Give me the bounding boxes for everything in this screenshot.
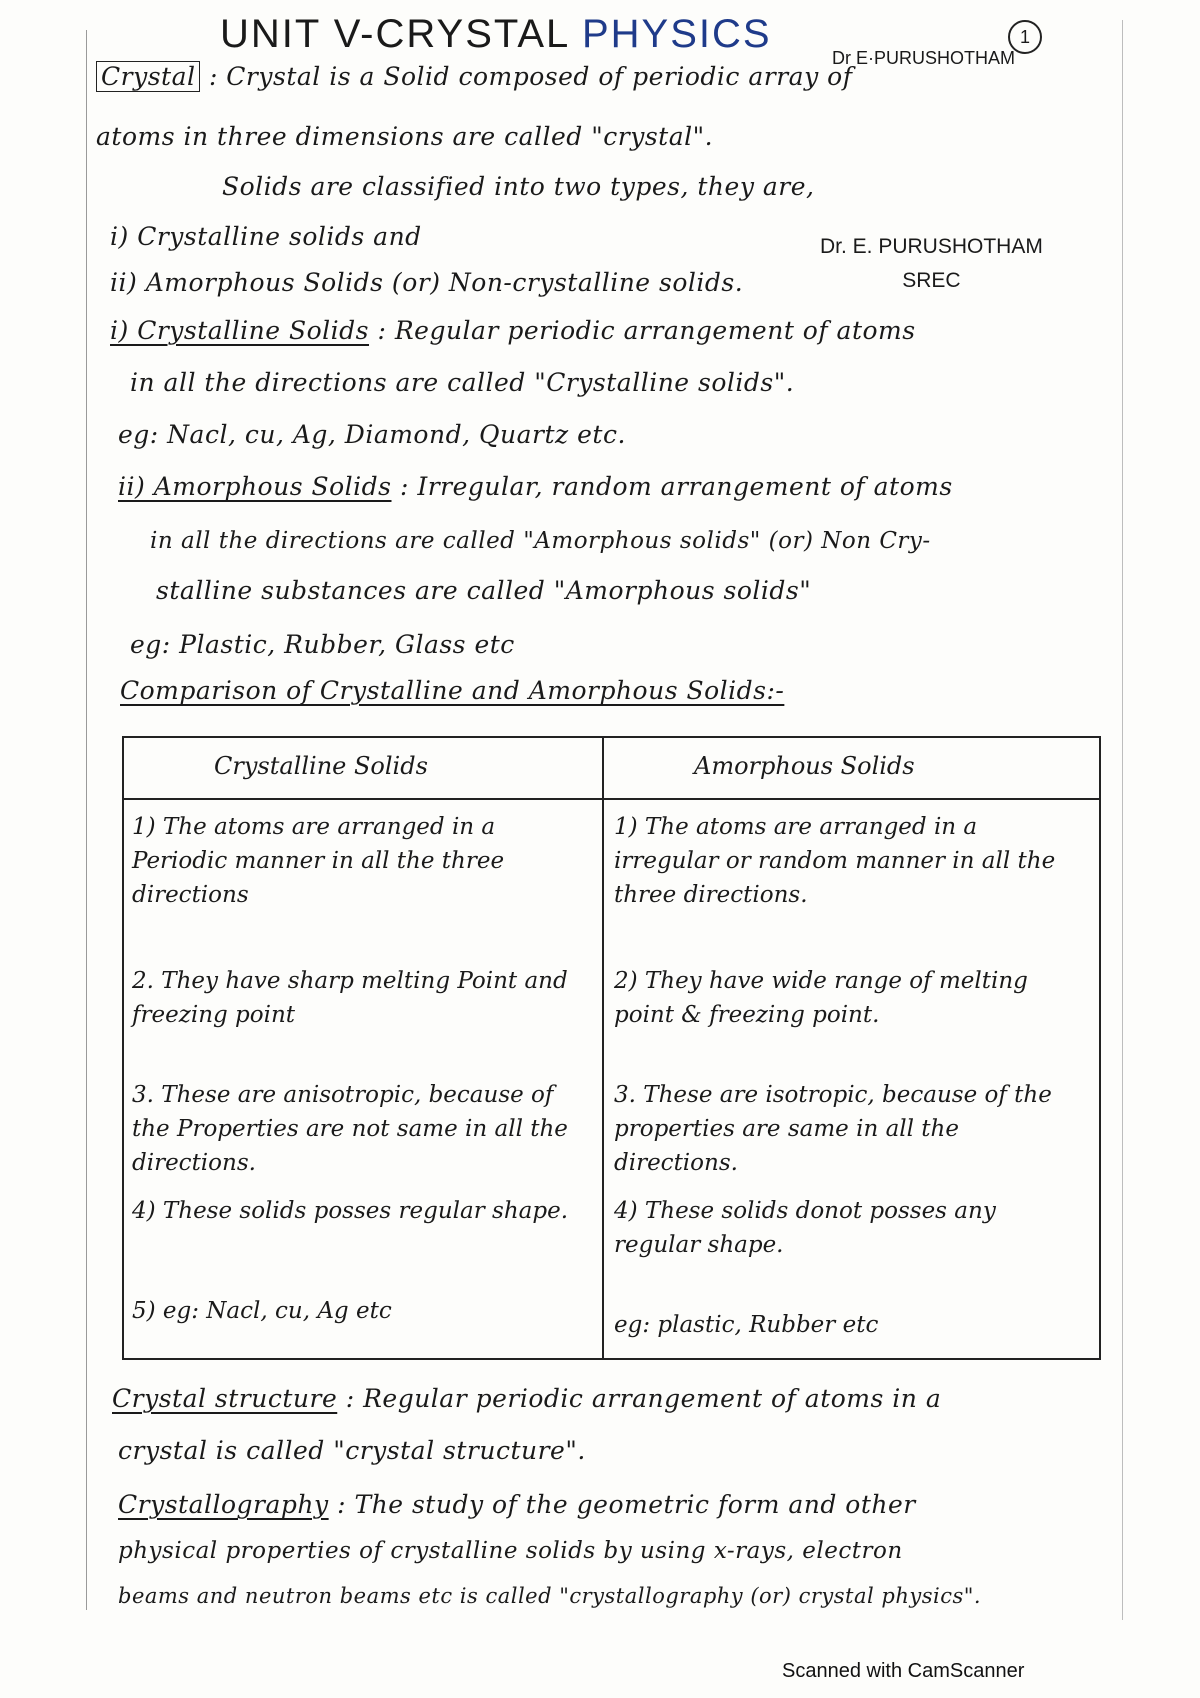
table-column-divider (602, 738, 604, 1358)
crystallography-line1 (118, 1490, 916, 1519)
page-edge (1122, 20, 1123, 1620)
classification-item-1: i) Crystalline solids and (110, 222, 422, 251)
classification-intro: Solids are classified into two types, they are, (222, 172, 815, 201)
scanner-watermark: Scanned with CamScanner (782, 1660, 1025, 1682)
crystal-structure-line2: crystal is called "crystal structure". (118, 1436, 586, 1465)
crystalline-text-1: : Regular periodic arrangement of atoms (377, 316, 916, 345)
amorphous-label: ii) Amorphous Solids (118, 472, 392, 501)
crystal-structure-label: Crystal structure (112, 1384, 338, 1413)
crystalline-label: i) Crystalline Solids (110, 316, 370, 345)
comparison-heading-text: Comparison of Crystalline and Amorphous Solids:- (120, 676, 785, 705)
crystal-structure-text-1: : Regular periodic arrangement of atoms in a (345, 1384, 942, 1413)
crystal-label: Crystal (96, 61, 200, 92)
crystal-text-1: : Crystal is a Solid composed of periodic array of (208, 62, 853, 91)
amorphous-definition-line2: in all the directions are called "Amorphous solids" (or) Non Cry- (150, 528, 931, 554)
crystal-definition-line1 (96, 62, 852, 91)
table-header-amorphous: Amorphous Solids (694, 752, 915, 780)
amorphous-definition-line1 (118, 472, 953, 501)
crystalline-definition-line2: in all the directions are called "Crystalline solids". (130, 368, 795, 397)
crystallography-label: Crystallography (118, 1490, 329, 1519)
amorphous-example: eg: Plastic, Rubber, Glass etc (130, 630, 515, 659)
table-cell-amorphous-3: 3. These are isotropic, because of the properties are same in all the directions. (614, 1082, 1052, 1176)
author-college: SREC (902, 269, 961, 292)
crystalline-example: eg: Nacl, cu, Ag, Diamond, Quartz etc. (118, 420, 626, 449)
table-cell-crystalline-5: 5) eg: Nacl, cu, Ag etc (132, 1298, 392, 1324)
table-header-divider (124, 798, 1099, 800)
page-title (220, 12, 772, 57)
table-cell-amorphous-2: 2) They have wide range of melting point & freezing point. (614, 968, 1028, 1028)
margin-rule (86, 30, 87, 1610)
classification-item-2: ii) Amorphous Solids (or) Non-crystalline solids. (110, 268, 744, 297)
crystallography-line3: beams and neutron beams etc is called "crystallography (or) crystal physics". (118, 1584, 982, 1608)
crystal-structure-line1 (112, 1384, 941, 1413)
table-header-crystalline: Crystalline Solids (214, 752, 428, 780)
crystal-definition-line2: atoms in three dimensions are called "crystal". (96, 122, 714, 151)
table-cell-amorphous-4: 4) These solids donot posses any regular shape. (614, 1198, 996, 1258)
title-prefix: UNIT V-CRYSTAL (220, 12, 569, 56)
table-cell-crystalline-3: 3. These are anisotropic, because of the Properties are not same in all the directions. (132, 1082, 568, 1176)
author-header: Dr E·PURUSHOTHAM (832, 48, 1015, 68)
amorphous-definition-line3: stalline substances are called "Amorphous solids" (156, 576, 812, 605)
crystallography-text-1: : The study of the geometric form and other (337, 1490, 916, 1519)
table-cell-crystalline-2: 2. They have sharp melting Point and freezing point (132, 968, 568, 1028)
author-signature (820, 230, 1043, 298)
table-cell-amorphous-5: eg: plastic, Rubber etc (614, 1312, 879, 1338)
title-suffix: PHYSICS (581, 12, 772, 56)
amorphous-text-1: : Irregular, random arrangement of atoms (399, 472, 953, 501)
crystallography-line2: physical properties of crystalline solids by using x-rays, electron (118, 1538, 903, 1564)
table-cell-crystalline-1: 1) The atoms are arranged in a Periodic manner in all the three directions (132, 814, 505, 908)
comparison-heading (120, 676, 784, 705)
author-name: Dr. E. PURUSHOTHAM (820, 235, 1043, 258)
crystalline-definition-line1 (110, 316, 916, 345)
page-number: 1 (1008, 20, 1042, 54)
comparison-table (122, 736, 1101, 1360)
table-cell-crystalline-4: 4) These solids posses regular shape. (132, 1198, 569, 1224)
table-cell-amorphous-1: 1) The atoms are arranged in a irregular or random manner in all the three directions. (614, 814, 1056, 908)
